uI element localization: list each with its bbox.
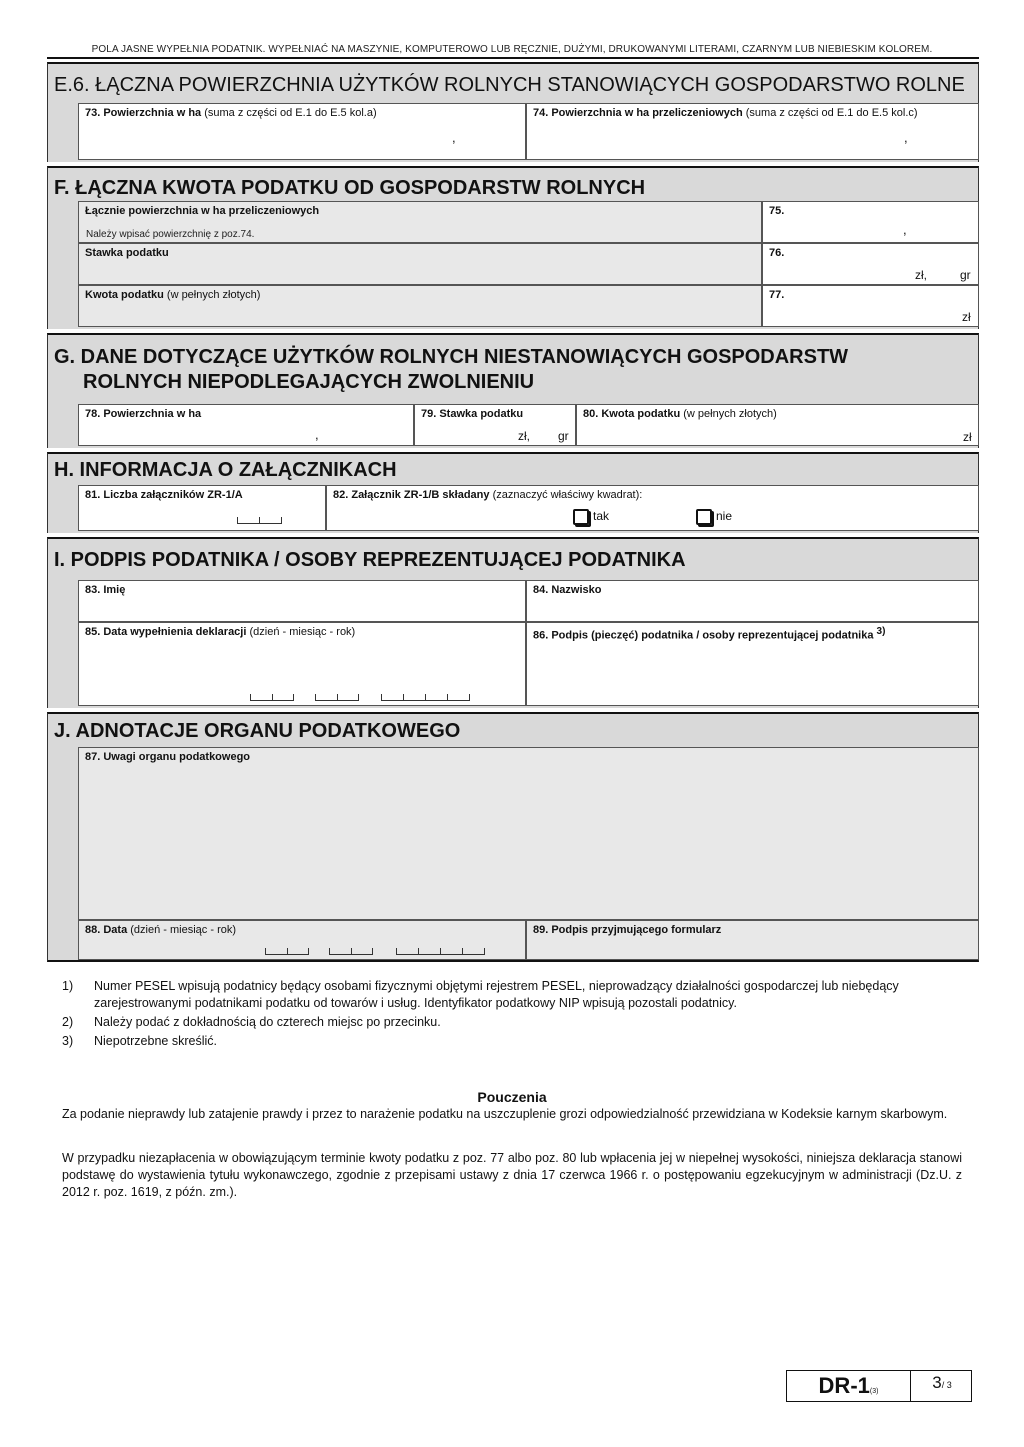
header-divider [47, 57, 979, 59]
field-79-label: 79. Stawka podatku [421, 408, 524, 420]
field-86[interactable] [526, 622, 979, 706]
footnote-3-number: 3) [62, 1034, 74, 1048]
section-g-title-line2: ROLNYCH NIEPODLEGAJĄCYCH ZWOLNIENIU [83, 371, 535, 393]
field-73-label: 73. Powierzchnia w ha [85, 107, 202, 119]
field-77-number: 77. [769, 289, 785, 301]
checkbox-nie[interactable] [696, 509, 712, 525]
field-74[interactable] [526, 103, 979, 160]
field-81-label: 81. Liczba załączników ZR-1/A [85, 489, 243, 501]
section-h-title: H. INFORMACJA O ZAŁĄCZNIKACH [54, 459, 397, 481]
field-77-description [78, 285, 762, 327]
field-82-label: 82. Załącznik ZR-1/B składany [333, 489, 490, 501]
header-note: POLA JASNE WYPEŁNIA PODATNIK. WYPEŁNIAĆ NA MASZYNIE, KOMPUTEROWO LUB RĘCZNIE, DUŻYMI, DRUKOWANYMI LITERAMI, CZARNYM LUB NIEBIESKIM KOLOREM. [91, 44, 933, 55]
footnote-1-text: Numer PESEL wpisują podatnicy będący osobami fizycznymi objętymi rejestrem PESEL, nieprowadzący działalności gospodarczej lub niebędący zarejestrowanymi podatnikami podatku od towarów i usług. Identyfikator podatkowy NIP wpisują pozostali podatnicy. [94, 979, 899, 1010]
field-75-hint: Należy wpisać powierzchnię z poz.74. [86, 229, 255, 240]
day-boxes [250, 694, 294, 701]
field-76[interactable] [762, 243, 979, 285]
field-79[interactable] [414, 404, 576, 446]
footnote-1 [62, 978, 962, 1014]
footnote-3-text: Niepotrzebne skreślić. [94, 1034, 217, 1048]
option-nie-label: nie [716, 509, 733, 524]
section-g-title-line1: G. DANE DOTYCZĄCE UŻYTKÓW ROLNYCH NIESTANOWIĄCYCH GOSPODARSTW [54, 346, 849, 368]
checkbox-tak[interactable] [573, 509, 589, 525]
field-82 [326, 485, 979, 531]
page-number [912, 1371, 972, 1401]
footnote-1-number: 1) [62, 979, 74, 993]
form-code [787, 1371, 911, 1401]
field-77-note: (w pełnych złotych) [166, 289, 261, 301]
field-86-footnote-ref: 3) [876, 626, 886, 637]
form-page-box [786, 1370, 972, 1402]
section-f-title: F. ŁĄCZNA KWOTA PODATKU OD GOSPODARSTW ROLNYCH [54, 177, 646, 199]
footnote-2-number: 2) [62, 1015, 74, 1029]
field-75-label: Łącznie powierzchnia w ha przeliczeniowych [85, 205, 320, 217]
form-code-text: DR-1 [818, 1373, 870, 1398]
footnote-2-text: Należy podać z dokładnością do czterech miejsc po przecinku. [94, 1015, 441, 1029]
field-81[interactable] [78, 485, 326, 531]
field-80-note: (w pełnych złotych) [683, 408, 777, 420]
unit-zl: zł [963, 430, 972, 444]
footnote-2 [62, 1014, 962, 1032]
field-88-note: (dzień - miesiąc - rok) [130, 924, 237, 936]
field-88[interactable] [78, 920, 526, 960]
field-78-label: 78. Powierzchnia w ha [85, 408, 202, 420]
unit-zl: zł [962, 310, 971, 324]
field-87-label: 87. Uwagi organu podatkowego [85, 751, 251, 763]
field-86-label: 86. Podpis (pieczęć) podatnika / osoby reprezentującej podatnika [533, 629, 874, 642]
unit-zl: zł, [915, 268, 927, 282]
pouczenia-title: Pouczenia [477, 1089, 547, 1105]
field-77-label: Kwota podatku [85, 289, 164, 301]
field-82-note: (zaznaczyć właściwy kwadrat): [492, 489, 643, 501]
declaration-form [47, 62, 979, 962]
field-84[interactable] [526, 580, 979, 622]
page-number-total: / 3 [941, 1380, 952, 1390]
form-version: (3) [869, 1388, 879, 1395]
field-73-note: (suma z części od E.1 do E.5 kol.a) [204, 107, 377, 119]
pouczenia-paragraph-2: W przypadku niezapłacenia w obowiązującym terminie kwoty podatku z poz. 77 albo poz. 80 lub wpłacenia jej w niepełnej wysokości, niniejsza deklaracja stanowi podstawę do wystawienia tytułu wykonawczego, zgodnie z przepisami ustawy z dnia 17 czerwca 1966 r. o postępowaniu egzekucyjnym w administracji (Dz.U. z 2012 r. poz. 1619, z późn. zm.). [62, 1151, 962, 1199]
section-j-title: J. ADNOTACJE ORGANU PODATKOWEGO [54, 720, 461, 742]
year-boxes [396, 948, 485, 955]
field-88-label: 88. Data [85, 924, 128, 936]
attachment-count-boxes [237, 517, 282, 524]
unit-gr: gr [558, 429, 569, 443]
month-boxes [315, 694, 359, 701]
month-boxes [329, 948, 373, 955]
day-boxes [265, 948, 309, 955]
field-80[interactable] [576, 404, 979, 446]
field-76-number: 76. [769, 247, 785, 259]
unit-gr: gr [960, 268, 971, 282]
decimal-comma: , [452, 130, 456, 145]
field-80-label: 80. Kwota podatku [583, 408, 681, 420]
field-75-number: 75. [769, 205, 785, 217]
year-boxes [381, 694, 470, 701]
field-83[interactable] [78, 580, 526, 622]
field-78[interactable] [78, 404, 414, 446]
field-74-note: (suma z części od E.1 do E.5 kol.c) [745, 107, 918, 119]
decimal-comma: , [904, 130, 908, 145]
page-number-current: 3 [932, 1373, 942, 1392]
footnote-3 [62, 1033, 962, 1051]
field-75-description [78, 201, 762, 243]
decimal-comma: , [903, 222, 907, 237]
option-tak[interactable] [573, 509, 609, 525]
field-85[interactable] [78, 622, 526, 706]
field-77[interactable] [762, 285, 979, 327]
field-89[interactable] [526, 920, 979, 960]
pouczenia-paragraph-1: Za podanie nieprawdy lub zatajenie prawdy i przez to narażenie podatku na uszczuplenie grozi odpowiedzialność przewidziana w Kodeksie karnym skarbowym. [62, 1107, 948, 1121]
decimal-comma: , [315, 427, 319, 442]
unit-zl: zł, [518, 429, 530, 443]
field-85-label: 85. Data wypełnienia deklaracji [85, 626, 247, 638]
section-i-title: I. PODPIS PODATNIKA / OSOBY REPREZENTUJĄCEJ PODATNIKA [54, 549, 686, 571]
field-89-label: 89. Podpis przyjmującego formularz [533, 924, 722, 936]
field-76-label: Stawka podatku [85, 247, 169, 259]
field-85-note: (dzień - miesiąc - rok) [249, 626, 356, 638]
field-75[interactable] [762, 201, 979, 243]
field-76-description [78, 243, 762, 285]
field-87[interactable] [78, 747, 979, 920]
option-tak-label: tak [593, 509, 610, 524]
section-e6-title: E.6. ŁĄCZNA POWIERZCHNIA UŻYTKÓW ROLNYCH STANOWIĄCYCH GOSPODARSTWO ROLNE [54, 74, 965, 96]
field-73[interactable] [78, 103, 526, 160]
option-nie[interactable] [696, 509, 732, 525]
field-84-label: 84. Nazwisko [533, 584, 602, 596]
field-83-label: 83. Imię [85, 584, 126, 596]
field-74-label: 74. Powierzchnia w ha przeliczeniowych [533, 107, 743, 119]
